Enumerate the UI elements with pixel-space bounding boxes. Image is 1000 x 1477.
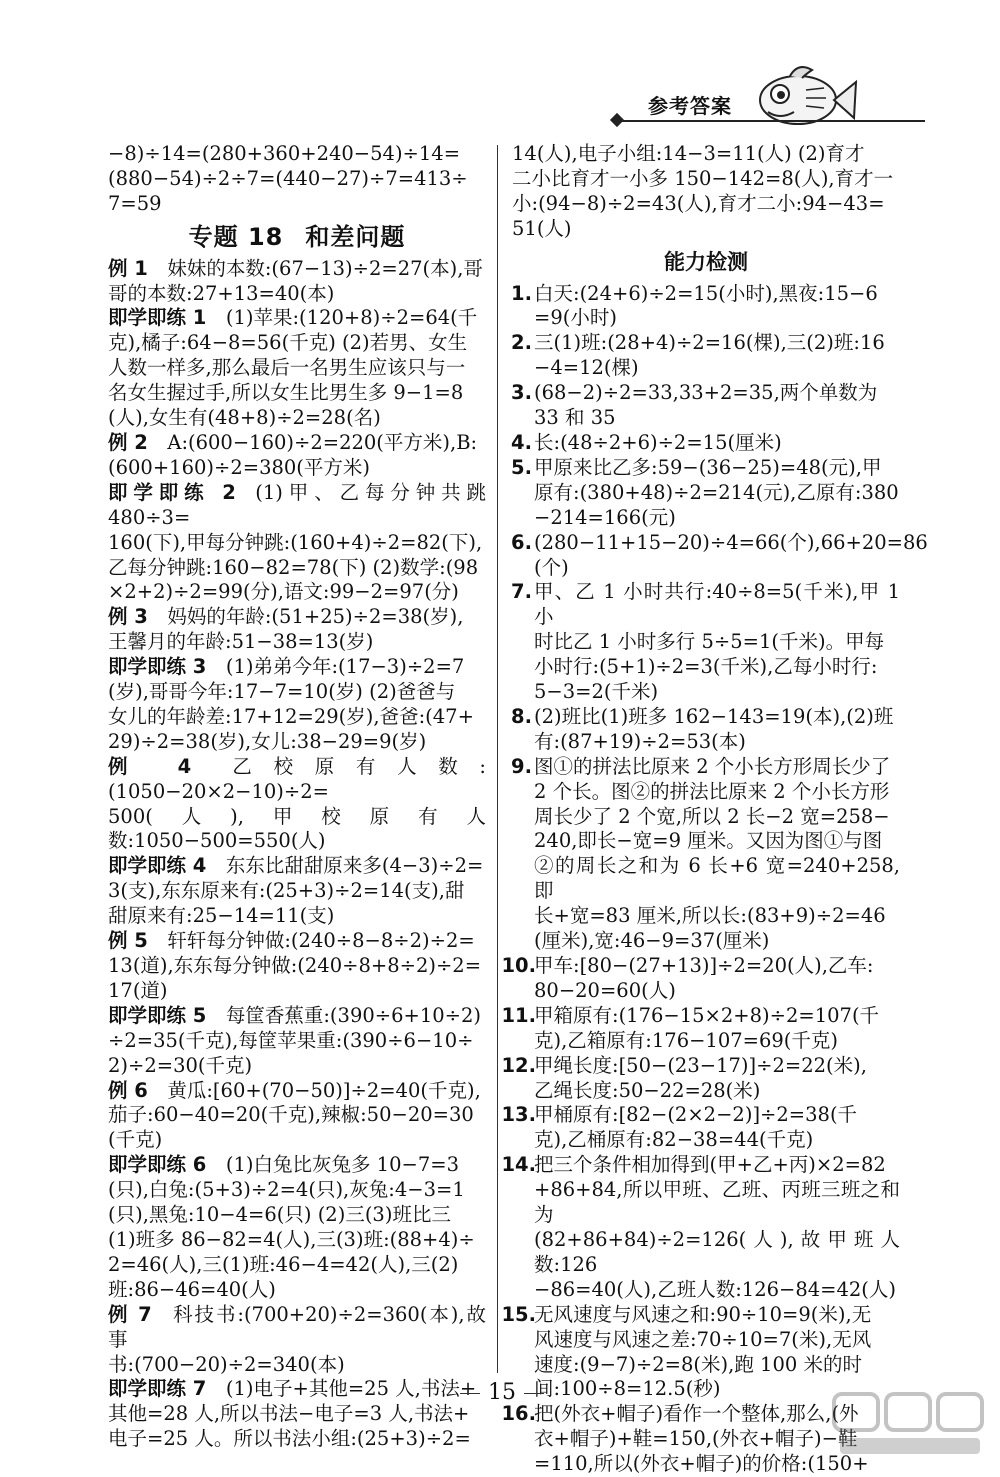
answer-block bbox=[108, 605, 486, 655]
left-blocks bbox=[108, 257, 486, 1453]
text-line: 名女生握过手,所以女生比男生多 9−1=8 bbox=[108, 381, 464, 405]
block-label: 即学即练 4 bbox=[108, 854, 207, 878]
text-line: (个) bbox=[534, 555, 569, 579]
text-line: ÷2=35(千克),每筐苹果重:(390÷6−10÷ bbox=[108, 1028, 474, 1052]
answer-item bbox=[512, 282, 900, 332]
text-line: 女儿的年龄差:17+12=29(岁),爸爸:(47+ bbox=[108, 704, 474, 728]
text-line: 其他=28 人,所以书法−电子=3 人,书法+ bbox=[108, 1402, 470, 1426]
block-label: 例 5 bbox=[108, 929, 148, 953]
text-line: 时比乙 1 小时多行 5÷5=1(千米)。甲每 bbox=[534, 630, 885, 654]
section-name: 和差问题 bbox=[305, 222, 406, 251]
text-line bbox=[108, 929, 486, 954]
section-prefix: 专题 18 bbox=[188, 222, 284, 251]
item-number: 16. bbox=[501, 1402, 536, 1426]
text-line: 甲、乙 1 小时共行:40÷8=5(千米),甲 1 小 bbox=[534, 580, 900, 629]
item-number: 10. bbox=[501, 954, 536, 977]
header-rule bbox=[620, 120, 925, 122]
answer-item bbox=[512, 331, 900, 381]
right-section-title: 能力检测 bbox=[664, 249, 748, 274]
text-line: 51(人) bbox=[512, 216, 572, 240]
text-line bbox=[108, 755, 486, 805]
item-number: 9. bbox=[511, 754, 532, 778]
text-line: 电子=25 人。所以书法小组:(25+3)÷2= bbox=[108, 1427, 471, 1451]
text-line: (千克) bbox=[108, 1128, 163, 1152]
text-line: 甲车:[80−(27+13)]÷2=20(人),乙车: bbox=[534, 954, 874, 977]
answer-item bbox=[501, 1103, 900, 1153]
text-line bbox=[108, 1079, 486, 1104]
text-line: 茄子:60−40=20(千克),辣椒:50−20=30 bbox=[108, 1103, 474, 1127]
block-text: 每筐香蕉重:(390÷6+10÷2) bbox=[225, 1003, 482, 1027]
text-line: 长+宽=83 厘米,所以长:(83+9)÷2=46 bbox=[534, 904, 886, 928]
text-line: =9(小时) bbox=[534, 306, 617, 330]
text-line: 3(支),东东原来有:(25+3)÷2=14(支),甜 bbox=[108, 879, 465, 903]
block-label: 例 6 bbox=[108, 1078, 148, 1102]
text-line: (只),黑兔:10−4=6(只) (2)三(3)班比三 bbox=[108, 1203, 451, 1227]
item-number: 2. bbox=[511, 331, 532, 355]
block-text: 科技书:(700+20)÷2=360(本),故事 bbox=[108, 1302, 487, 1351]
text-line: 人数一样多,那么最后一名男生应该只与一 bbox=[108, 356, 466, 380]
text-line: 2)÷2=30(千克) bbox=[108, 1053, 253, 1077]
text-line bbox=[108, 1004, 486, 1029]
text-line: 2 个长。图②的拼法比原来 2 个小长方形 bbox=[534, 779, 890, 803]
text-line: (只),白兔:(5+3)÷2=4(只),灰兔:4−3=1 bbox=[108, 1178, 465, 1202]
text-line: 乙每分钟跳:160−82=78(下) (2)数学:(98 bbox=[108, 555, 479, 579]
text-line: 小:(94−8)÷2=43(人),育才二小:94−43= bbox=[512, 191, 885, 215]
item-number: 4. bbox=[511, 430, 532, 454]
block-text: 妈妈的年龄:(51+25)÷2=38(岁), bbox=[167, 605, 464, 629]
text-line bbox=[108, 854, 486, 879]
left-intro bbox=[108, 142, 486, 217]
text-line: 乙绳长度:50−22=28(米) bbox=[534, 1078, 761, 1102]
item-number: 11. bbox=[501, 1003, 536, 1027]
text-line: (2)班比(1)班多 162−143=19(本),(2)班 bbox=[534, 704, 894, 728]
answer-block bbox=[108, 481, 486, 606]
text-line: 衣+帽子)+鞋=150,(外衣+帽子)−鞋 bbox=[534, 1427, 858, 1451]
answer-block bbox=[108, 1079, 486, 1154]
text-line: 甜原来有:25−14=11(支) bbox=[108, 904, 335, 928]
text-line: (岁),哥哥今年:17−7=10(岁) (2)爸爸与 bbox=[108, 680, 456, 704]
item-number: 6. bbox=[511, 530, 532, 554]
text-line: −8)÷14=(280+360+240−54)÷14= bbox=[108, 142, 461, 165]
answer-item bbox=[501, 1003, 900, 1054]
block-label: 即学即练 2 bbox=[108, 480, 236, 504]
answer-block bbox=[108, 1153, 486, 1302]
page-number: 15 bbox=[452, 1380, 552, 1405]
text-line: 有:(87+19)÷2=53(本) bbox=[534, 729, 746, 753]
header-title: 参考答案 bbox=[648, 94, 732, 118]
page-header bbox=[590, 60, 935, 140]
text-line: 500(人),甲校原有人数:1050−500=550(人) bbox=[108, 804, 486, 853]
text-line bbox=[108, 481, 486, 531]
block-text: (1)白兔比灰兔多 10−7=3 bbox=[225, 1153, 459, 1177]
text-line bbox=[108, 1303, 486, 1353]
text-line: −4=12(棵) bbox=[534, 356, 639, 380]
right-column bbox=[501, 142, 928, 1477]
text-line: 33 和 35 bbox=[534, 406, 616, 430]
answer-block bbox=[108, 1303, 486, 1378]
answer-block bbox=[108, 854, 486, 929]
text-line: 160(下),甲每分钟跳:(160+4)÷2=82(下), bbox=[108, 530, 483, 554]
text-line: (280−11+15−20)÷4=66(个),66+20=86 bbox=[534, 530, 928, 554]
text-line: 甲绳长度:[50−(23−17)]÷2=22(米), bbox=[534, 1053, 867, 1077]
item-number: 1. bbox=[511, 281, 532, 305]
text-line: 29)÷2=38(岁),女儿:38−29=9(岁) bbox=[108, 729, 427, 753]
text-line: 13(道),东东每分钟做:(240÷8+8÷2)÷2= bbox=[108, 954, 482, 977]
text-line: 甲桶原有:[82−(2×2−2)]÷2=38(千 bbox=[534, 1103, 858, 1127]
text-line: (1)班多 86−82=4(人),三(3)班:(88+4)÷ bbox=[108, 1227, 475, 1251]
text-line: 克),橘子:64−8=56(千克) (2)若男、女生 bbox=[108, 331, 468, 355]
block-text: (1)苹果:(120+8)÷2=64(千 bbox=[225, 306, 478, 330]
block-label: 即学即练 7 bbox=[108, 1377, 207, 1401]
text-line: 原有:(380+48)÷2=214(元),乙原有:380 bbox=[534, 480, 899, 504]
text-line: 周长少了 2 个宽,所以 2 长−2 宽=258− bbox=[534, 804, 890, 828]
watermark-logo-icon bbox=[830, 1390, 990, 1460]
text-line: =110,所以(外衣+帽子)的价格:(150+ bbox=[534, 1452, 869, 1476]
answer-item bbox=[512, 431, 900, 456]
answer-item bbox=[512, 456, 900, 531]
text-line: 班:86−46=40(人) bbox=[108, 1277, 276, 1301]
block-label: 例 1 bbox=[108, 256, 148, 280]
answer-block bbox=[108, 929, 486, 1004]
text-line: 5−3=2(千米) bbox=[534, 680, 659, 704]
answer-item bbox=[512, 755, 900, 954]
text-line: 克),乙箱原有:176−107=69(千克) bbox=[534, 1028, 839, 1052]
block-text: 妹妹的本数:(67−13)÷2=27(本),哥 bbox=[167, 256, 483, 280]
text-line: 14(人),电子小组:14−3=11(人) (2)育才 bbox=[512, 142, 865, 165]
answer-item bbox=[511, 530, 928, 581]
answer-block bbox=[108, 431, 486, 481]
text-line: 王馨月的年龄:51−38=13(岁) bbox=[108, 630, 374, 654]
answer-item bbox=[501, 1302, 900, 1403]
text-line: 2=46(人),三(1)班:46−4=42(人),三(2) bbox=[108, 1252, 459, 1276]
text-line: 间:100÷8=12.5(秒) bbox=[534, 1377, 721, 1401]
right-items bbox=[501, 281, 928, 1477]
text-line: +86+84,所以甲班、乙班、丙班三班之和为 bbox=[534, 1178, 900, 1227]
block-text: (1)电子+其他=25 人,书法+ bbox=[225, 1377, 477, 1401]
block-label: 即学即练 3 bbox=[108, 655, 207, 679]
item-number: 3. bbox=[511, 381, 532, 405]
block-label: 例 3 bbox=[108, 605, 148, 629]
text-line bbox=[108, 605, 486, 630]
text-line: 甲箱原有:(176−15×2+8)÷2=107(千 bbox=[534, 1003, 880, 1027]
text-line bbox=[108, 1153, 486, 1178]
block-text: 轩轩每分钟做:(240÷8−8÷2)÷2= bbox=[167, 929, 475, 953]
block-text: (1)甲、乙每分钟共跳 480÷3= bbox=[108, 480, 487, 529]
text-line: 80−20=60(人) bbox=[534, 978, 676, 1002]
text-line: 甲原来比乙多:59−(36−25)=48(元),甲 bbox=[534, 455, 882, 479]
answer-item bbox=[501, 1053, 900, 1104]
block-label: 例 2 bbox=[108, 430, 148, 454]
answer-item bbox=[501, 1153, 900, 1302]
answer-item bbox=[512, 580, 900, 705]
right-intro bbox=[512, 142, 900, 242]
answer-item bbox=[512, 705, 900, 755]
text-line bbox=[108, 655, 486, 680]
answer-block bbox=[108, 1004, 486, 1079]
text-line bbox=[108, 257, 486, 282]
section-title bbox=[108, 222, 486, 251]
text-line: −214=166(元) bbox=[534, 505, 676, 529]
text-line: 二小比育才一小多 150−142=8(人),育才一 bbox=[512, 166, 894, 190]
text-line: (厘米),宽:46−9=37(厘米) bbox=[534, 929, 770, 953]
text-line: 白天:(24+6)÷2=15(小时),黑夜:15−6 bbox=[534, 281, 878, 305]
text-line: 长:(48÷2+6)÷2=15(厘米) bbox=[534, 430, 782, 454]
text-line: ×2+2)÷2=99(分),语文:99−2=97(分) bbox=[108, 580, 459, 604]
answer-block bbox=[108, 306, 486, 431]
answer-block bbox=[108, 1377, 486, 1452]
block-label: 即学即练 5 bbox=[108, 1003, 207, 1027]
text-line: 哥的本数:27+13=40(本) bbox=[108, 281, 335, 305]
block-text: A:(600−160)÷2=220(平方米),B: bbox=[167, 430, 478, 454]
text-line: (880−54)÷2÷7=(440−27)÷7=413÷ bbox=[108, 166, 468, 190]
answer-block bbox=[108, 257, 486, 307]
text-line: 240,即长−宽=9 厘米。又因为图①与图 bbox=[534, 829, 883, 853]
item-number: 8. bbox=[511, 704, 532, 728]
answer-item bbox=[501, 954, 900, 1004]
text-line bbox=[108, 1377, 486, 1402]
item-number: 13. bbox=[501, 1103, 536, 1127]
item-number: 5. bbox=[511, 455, 532, 479]
text-line: ②的周长之和为 6 长+6 宽=240+258,即 bbox=[534, 854, 900, 903]
block-label: 例 7 bbox=[108, 1302, 152, 1326]
answer-item bbox=[512, 381, 900, 431]
text-line: 速度:(9−7)÷2=8(米),跑 100 米的时 bbox=[534, 1352, 862, 1376]
block-text: 黄瓜:[60+(70−50)]÷2=40(千克), bbox=[167, 1078, 481, 1102]
column-divider bbox=[497, 145, 498, 1373]
item-number: 14. bbox=[501, 1153, 536, 1177]
item-number: 12. bbox=[501, 1053, 536, 1077]
text-line: 小时行:(5+1)÷2=3(千米),乙每小时行: bbox=[534, 655, 878, 679]
item-number: 7. bbox=[511, 580, 532, 604]
text-line: (600+160)÷2=380(平方米) bbox=[108, 455, 371, 479]
text-line: 把三个条件相加得到(甲+乙+丙)×2=82 bbox=[534, 1153, 886, 1177]
block-label: 例 4 bbox=[108, 754, 192, 778]
left-column bbox=[108, 142, 486, 1452]
block-label: 即学即练 6 bbox=[108, 1153, 207, 1177]
text-line: 无风速度与风速之和:90÷10=9(米),无 bbox=[534, 1302, 872, 1326]
text-line: 克),乙桶原有:82−38=44(千克) bbox=[534, 1128, 814, 1152]
text-line: 17(道) bbox=[108, 978, 168, 1002]
text-line: 三(1)班:(28+4)÷2=16(棵),三(2)班:16 bbox=[534, 331, 885, 355]
text-line: 把(外衣+帽子)看作一个整体,那么,(外 bbox=[534, 1402, 859, 1426]
item-number: 15. bbox=[501, 1302, 536, 1326]
text-line: 图①的拼法比原来 2 个小长方形周长少了 bbox=[534, 754, 891, 778]
text-line: (82+86+84)÷2=126(人),故甲班人数:126 bbox=[534, 1227, 900, 1276]
text-line: 书:(700−20)÷2=340(本) bbox=[108, 1352, 345, 1376]
text-line: 7=59 bbox=[108, 191, 162, 215]
block-text: 东东比甜甜原来多(4−3)÷2= bbox=[225, 854, 484, 878]
answer-block bbox=[108, 755, 486, 855]
text-line bbox=[108, 306, 486, 331]
text-line: −86=40(人),乙班人数:126−84=42(人) bbox=[534, 1277, 897, 1301]
text-line: 风速度与风速之差:70÷10=7(米),无风 bbox=[534, 1327, 872, 1351]
text-line: (人),女生有(48+8)÷2=28(名) bbox=[108, 406, 381, 430]
text-line: (68−2)÷2=33,33+2=35,两个单数为 bbox=[534, 381, 878, 405]
block-text: 乙校原有人数:(1050−20×2−10)÷2= bbox=[108, 754, 487, 803]
block-label: 即学即练 1 bbox=[108, 306, 207, 330]
block-text: (1)弟弟今年:(17−3)÷2=7 bbox=[225, 655, 465, 679]
answer-block bbox=[108, 655, 486, 755]
text-line bbox=[108, 431, 486, 456]
